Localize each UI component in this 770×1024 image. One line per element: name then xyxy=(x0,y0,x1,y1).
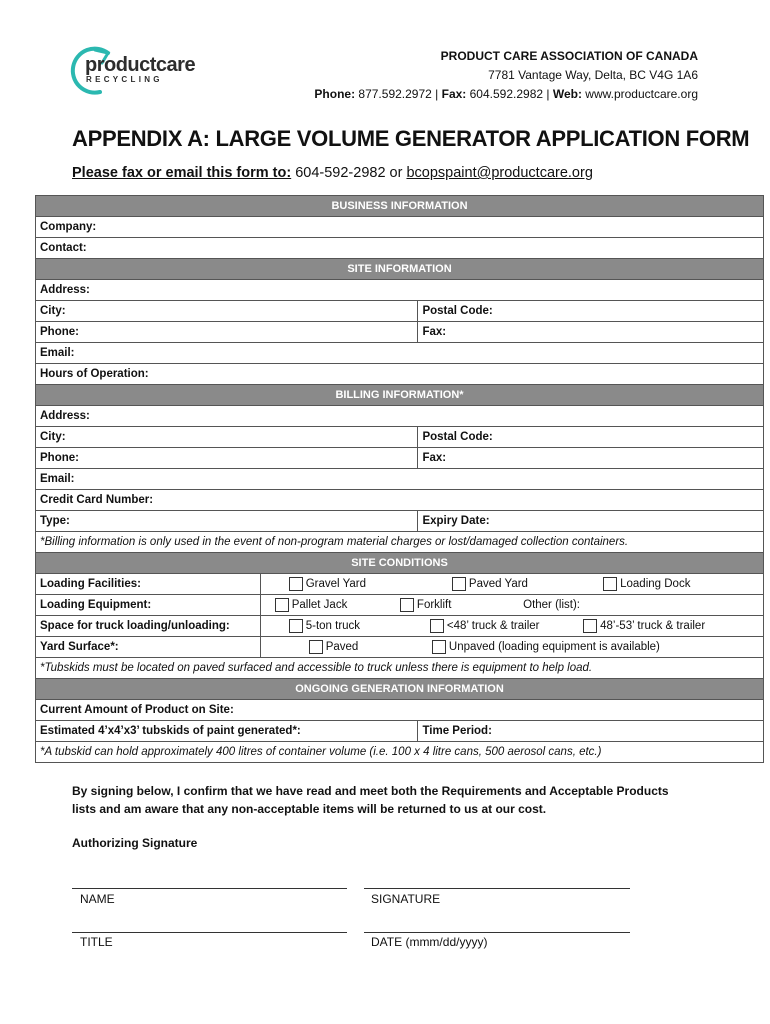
signature-line[interactable] xyxy=(364,888,630,889)
logo-brand-text: productcare xyxy=(85,54,196,76)
org-name: PRODUCT CARE ASSOCIATION OF CANADA xyxy=(440,49,698,63)
org-contact-line xyxy=(314,85,698,104)
unpaved-option[interactable] xyxy=(432,640,660,654)
pallet-jack-label: Pallet Jack xyxy=(291,599,348,612)
truck-space-label: Space for truck loading/unloading: xyxy=(36,616,261,637)
conditions-note: *Tubskids must be located on paved surfaced and accessible to truck unless there is equipment to help load. xyxy=(36,658,764,679)
title-line[interactable] xyxy=(72,932,347,933)
phone-label: Phone: xyxy=(314,87,356,101)
billing-header: BILLING INFORMATION* xyxy=(36,385,764,406)
send-fax: 604-592-2982 or xyxy=(291,165,407,181)
date-label: DATE (mmm/dd/yyyy) xyxy=(371,935,488,949)
gravel-yard-option[interactable] xyxy=(289,577,449,591)
unpaved-label: Unpaved (loading equipment is available) xyxy=(448,641,660,654)
authorizing-signature-label: Authorizing Signature xyxy=(72,836,198,850)
tubskid-note: *A tubskid can hold approximately 400 litres of container volume (i.e. 100 x 4 litre cans, 500 aerosol cans, etc.) xyxy=(36,742,764,763)
name-label: NAME xyxy=(80,892,115,906)
gravel-yard-label: Gravel Yard xyxy=(305,578,367,591)
loading-facilities-label: Loading Facilities: xyxy=(36,574,261,595)
forklift-checkbox[interactable] xyxy=(400,598,414,612)
paved-label: Paved xyxy=(325,641,359,654)
five-ton-label: 5-ton truck xyxy=(305,620,361,633)
billing-city-field[interactable]: City: xyxy=(36,427,418,448)
paved-yard-checkbox[interactable] xyxy=(452,577,466,591)
pallet-jack-checkbox[interactable] xyxy=(275,598,289,612)
company-field[interactable]: Company: xyxy=(36,217,764,238)
contact-field[interactable]: Contact: xyxy=(36,238,764,259)
site-city-field[interactable]: City: xyxy=(36,301,418,322)
gravel-yard-checkbox[interactable] xyxy=(289,577,303,591)
card-type-field[interactable]: Type: xyxy=(36,511,418,532)
productcare-logo xyxy=(70,44,210,98)
date-line[interactable] xyxy=(364,932,630,933)
site-header: SITE INFORMATION xyxy=(36,259,764,280)
paved-yard-option[interactable] xyxy=(452,577,600,591)
t4853-checkbox[interactable] xyxy=(583,619,597,633)
five-ton-checkbox[interactable] xyxy=(289,619,303,633)
business-header-row xyxy=(36,196,764,217)
org-address: 7781 Vantage Way, Delta, BC V4G 1A6 xyxy=(488,68,698,82)
loading-equipment-label: Loading Equipment: xyxy=(36,595,261,616)
five-ton-option[interactable] xyxy=(289,619,427,633)
org-phone: 877.592.2972 | xyxy=(355,87,442,101)
billing-address-field[interactable]: Address: xyxy=(36,406,764,427)
billing-email-field[interactable]: Email: xyxy=(36,469,764,490)
page-title: APPENDIX A: LARGE VOLUME GENERATOR APPLICATION FORM xyxy=(72,126,750,151)
web-label: Web: xyxy=(552,87,582,101)
fax-label: Fax: xyxy=(441,87,467,101)
estimated-tubskids-field[interactable]: Estimated 4’x4’x3’ tubskids of paint generated*: xyxy=(36,721,418,742)
paved-yard-label: Paved Yard xyxy=(468,578,528,591)
yard-surface-label: Yard Surface*: xyxy=(36,637,261,658)
logo-sub-text: RECYCLING xyxy=(86,75,163,84)
lt48-label: <48’ truck & trailer xyxy=(446,620,540,633)
org-web[interactable]: www.productcare.org xyxy=(581,87,698,101)
billing-postal-field[interactable]: Postal Code: xyxy=(418,427,764,448)
site-hours-field[interactable]: Hours of Operation: xyxy=(36,364,764,385)
pallet-jack-option[interactable] xyxy=(275,598,397,612)
credit-card-field[interactable]: Credit Card Number: xyxy=(36,490,764,511)
other-equipment-field[interactable]: Other (list): xyxy=(523,599,580,612)
expiry-field[interactable]: Expiry Date: xyxy=(418,511,764,532)
unpaved-checkbox[interactable] xyxy=(432,640,446,654)
forklift-option[interactable] xyxy=(400,598,520,612)
site-fax-field[interactable]: Fax: xyxy=(418,322,764,343)
lt48-checkbox[interactable] xyxy=(430,619,444,633)
title-label: TITLE xyxy=(80,935,113,949)
business-header: BUSINESS INFORMATION xyxy=(36,196,764,217)
paved-checkbox[interactable] xyxy=(309,640,323,654)
loading-dock-option[interactable] xyxy=(603,577,690,591)
org-info xyxy=(314,47,698,104)
site-email-field[interactable]: Email: xyxy=(36,343,764,364)
send-label: Please fax or email this form to: xyxy=(72,165,292,181)
current-amount-field[interactable]: Current Amount of Product on Site: xyxy=(36,700,764,721)
ongoing-header: ONGOING GENERATION INFORMATION xyxy=(36,679,764,700)
billing-fax-field[interactable]: Fax: xyxy=(418,448,764,469)
send-email-link[interactable]: bcopspaint@productcare.org xyxy=(406,165,593,181)
site-phone-field[interactable]: Phone: xyxy=(36,322,418,343)
billing-phone-field[interactable]: Phone: xyxy=(36,448,418,469)
site-postal-field[interactable]: Postal Code: xyxy=(418,301,764,322)
billing-note: *Billing information is only used in the event of non-program material charges or lost/damaged collection containers. xyxy=(36,532,764,553)
forklift-label: Forklift xyxy=(416,599,452,612)
conditions-header: SITE CONDITIONS xyxy=(36,553,764,574)
loading-dock-label: Loading Dock xyxy=(620,578,691,591)
application-form-table xyxy=(35,195,764,763)
site-address-field[interactable]: Address: xyxy=(36,280,764,301)
t4853-label: 48’-53’ truck & trailer xyxy=(600,620,706,633)
lt48-option[interactable] xyxy=(430,619,580,633)
t4853-option[interactable] xyxy=(583,619,705,633)
confirmation-statement: By signing below, I confirm that we have read and meet both the Requirements and Acceptable Products lists and am aware that any non-acceptable items will be returned to us at our cost. xyxy=(72,784,669,816)
time-period-field[interactable]: Time Period: xyxy=(418,721,764,742)
signature-label: SIGNATURE xyxy=(371,892,441,906)
name-line[interactable] xyxy=(72,888,347,889)
paved-option[interactable] xyxy=(309,640,429,654)
org-fax: 604.592.2982 | xyxy=(466,87,553,101)
send-instructions xyxy=(72,165,593,181)
loading-dock-checkbox[interactable] xyxy=(603,577,617,591)
